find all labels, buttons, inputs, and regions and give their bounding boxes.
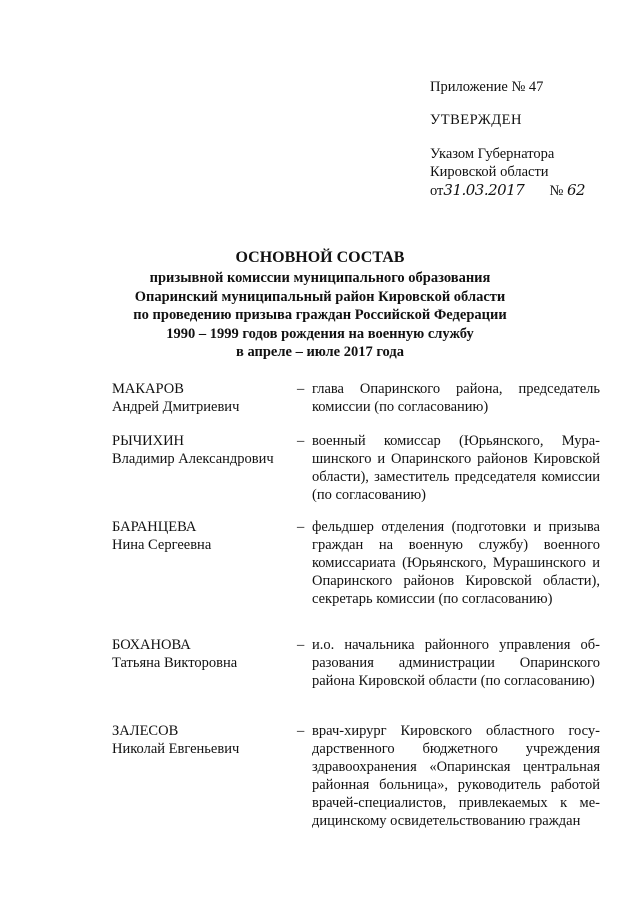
date-prefix: от [430, 183, 444, 199]
handwritten-date: 31.03.2017 [443, 181, 525, 199]
member-given-name: Николай Евгеньевич [112, 741, 240, 757]
member-name [112, 636, 287, 672]
decree-date-line [430, 181, 585, 200]
approved-stamp-text: УТВЕРЖДЕН [430, 112, 522, 128]
member-surname: БОХАНОВА [112, 637, 191, 653]
member-role: военный комиссар (Юрьянского, Мурашинского и Опаринского районов Кировской области), заместитель председателя комиссии (по согласованию) [312, 433, 600, 503]
title-line-5: в апреле – июле 2017 года [236, 344, 404, 360]
appendix-number: Приложение № 47 [430, 79, 544, 95]
title-line-4: 1990 – 1999 годов рождения на военную службу [166, 325, 474, 342]
title-line-2: Опаринский муниципальный район Кировской области [134, 288, 506, 305]
member-dash: – [297, 637, 305, 653]
member-dash: – [297, 381, 305, 397]
member-given-name: Андрей Дмитриевич [112, 399, 240, 415]
decree-line-1: Указом Губернатора [430, 146, 555, 162]
title-line-1: призывной комиссии муниципального образования [149, 270, 491, 286]
member-dash: – [297, 433, 305, 449]
member-role: врач-хирург Кировского областного государственного бюджетного учреждения здравоохранения «Опаринская центральная районная больница», руководитель работой врачей-специалистов, привлекаемых к медицинскому освидетельствованию граждан [312, 723, 600, 829]
member-given-name: Владимир Александрович [112, 451, 274, 467]
title-line-3: по проведению призыва граждан Российской Федерации [133, 307, 507, 323]
member-surname: РЫЧИХИН [112, 433, 185, 449]
member-role: фельдшер отделения (подготовки и призыва граждан на военную службу) военного комиссариата (Юрьянского, Мурашинского и Опаринского районов Кировской области), секретарь комиссии (по согласованию) [312, 519, 600, 607]
member-given-name: Нина Сергеевна [112, 537, 212, 553]
member-name [112, 518, 287, 554]
member-surname: ЗАЛЕСОВ [112, 723, 179, 739]
member-name [112, 722, 287, 758]
handwritten-number: 62 [567, 181, 586, 199]
member-dash: – [297, 723, 305, 739]
decree-line-2: Кировской области [430, 164, 549, 180]
member-surname: БАРАНЦЕВА [112, 519, 197, 535]
number-prefix: № [549, 183, 564, 199]
member-name [112, 380, 287, 416]
document-title [0, 248, 640, 362]
member-surname: МАКАРОВ [112, 381, 184, 397]
member-given-name: Татьяна Викторовна [112, 655, 238, 671]
member-name [112, 432, 287, 468]
member-role: и.о. начальника районного управления образования администрации Опаринского района Кировской области (по согласованию) [312, 637, 600, 689]
member-role: глава Опаринского района, председатель комиссии (по согласованию) [312, 381, 600, 415]
title-main: ОСНОВНОЙ СОСТАВ [235, 249, 405, 266]
member-dash: – [297, 519, 305, 535]
